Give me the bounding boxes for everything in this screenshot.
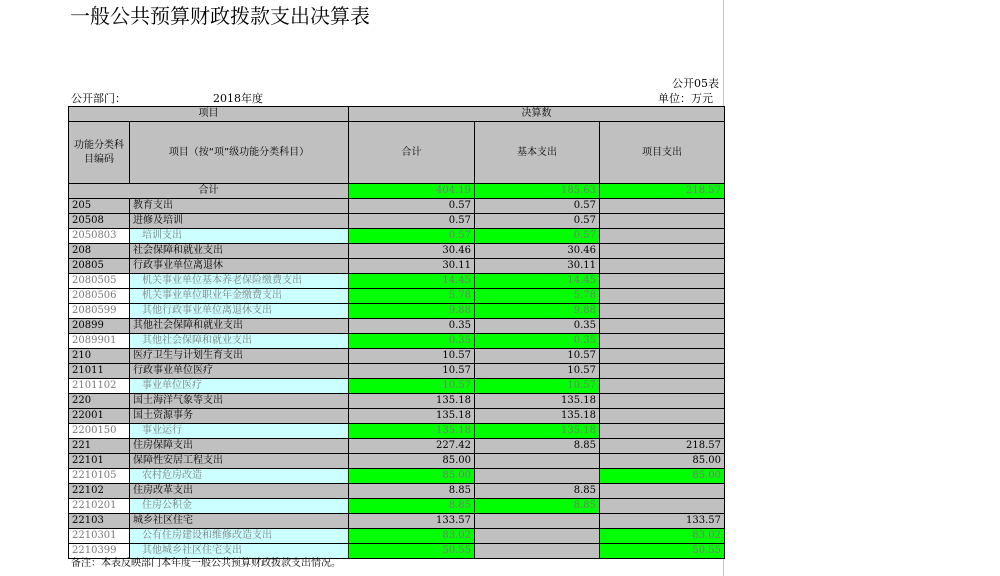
footnote: 备注：本表反映部门本年度一般公共预算财政拨款支出情况。	[71, 558, 341, 569]
row-total: 0.57	[349, 229, 475, 244]
row-total: 30.46	[349, 244, 475, 259]
row-code: 220	[69, 394, 130, 409]
row-name: 国土资源事务	[130, 409, 349, 424]
row-name: 农村危房改造	[130, 469, 349, 484]
row-total: 0.57	[349, 199, 475, 214]
row-basic: 10.57	[475, 364, 600, 379]
row-project	[600, 424, 725, 439]
table-row	[69, 379, 725, 394]
expenditure-table	[68, 106, 725, 559]
row-code: 2210399	[69, 544, 130, 559]
row-code: 2210201	[69, 499, 130, 514]
row-code: 2210301	[69, 529, 130, 544]
header-row-top	[69, 107, 725, 122]
row-basic: 8.85	[475, 484, 600, 499]
row-basic: 0.35	[475, 334, 600, 349]
table-row	[69, 364, 725, 379]
row-project	[600, 319, 725, 334]
table-row	[69, 199, 725, 214]
row-name: 保障性安居工程支出	[130, 454, 349, 469]
row-basic	[475, 469, 600, 484]
form-number: 公开05表	[672, 77, 719, 90]
header-basic: 基本支出	[475, 122, 600, 184]
row-basic: 9.88	[475, 304, 600, 319]
row-name: 住房改革支出	[130, 484, 349, 499]
row-project: 218.57	[600, 439, 725, 454]
row-name: 住房公积金	[130, 499, 349, 514]
row-name: 机关事业单位职业年金缴费支出	[130, 289, 349, 304]
table-row	[69, 319, 725, 334]
row-project	[600, 199, 725, 214]
row-project: 50.55	[600, 544, 725, 559]
row-basic: 0.57	[475, 214, 600, 229]
row-project	[600, 214, 725, 229]
row-total: 8.85	[349, 484, 475, 499]
row-code: 2050803	[69, 229, 130, 244]
header-total: 合计	[349, 122, 475, 184]
row-basic: 5.78	[475, 289, 600, 304]
row-project	[600, 274, 725, 289]
row-code: 2101102	[69, 379, 130, 394]
table-row	[69, 454, 725, 469]
row-code: 2200150	[69, 424, 130, 439]
row-name: 国土海洋气象等支出	[130, 394, 349, 409]
row-total: 0.35	[349, 334, 475, 349]
row-total: 8.85	[349, 499, 475, 514]
row-basic	[475, 544, 600, 559]
header-name: 项目（按“项”级功能分类科目）	[130, 122, 349, 184]
row-project	[600, 484, 725, 499]
row-code: 208	[69, 244, 130, 259]
row-project: 83.02	[600, 529, 725, 544]
row-project	[600, 259, 725, 274]
row-total: 10.57	[349, 349, 475, 364]
row-code: 2080599	[69, 304, 130, 319]
row-name: 社会保障和就业支出	[130, 244, 349, 259]
row-code: 2210105	[69, 469, 130, 484]
row-project: 133.57	[600, 514, 725, 529]
row-basic	[475, 514, 600, 529]
table-row	[69, 424, 725, 439]
row-basic: 30.46	[475, 244, 600, 259]
total-sum: 404.19	[349, 184, 475, 199]
table-row	[69, 304, 725, 319]
header-code: 功能分类科目编码	[69, 122, 130, 184]
row-code: 20805	[69, 259, 130, 274]
header-row-columns	[69, 122, 725, 184]
row-total: 135.18	[349, 409, 475, 424]
row-total: 133.57	[349, 514, 475, 529]
row-name: 住房保障支出	[130, 439, 349, 454]
table-row	[69, 499, 725, 514]
row-total: 135.18	[349, 424, 475, 439]
row-basic	[475, 454, 600, 469]
row-project	[600, 409, 725, 424]
report-title: 一般公共预算财政拨款支出决算表	[70, 4, 370, 28]
row-basic: 30.11	[475, 259, 600, 274]
table-row	[69, 394, 725, 409]
row-project	[600, 334, 725, 349]
row-name: 城乡社区住宅	[130, 514, 349, 529]
header-project: 项目支出	[600, 122, 725, 184]
row-project	[600, 379, 725, 394]
row-project: 85.00	[600, 469, 725, 484]
row-total: 135.18	[349, 394, 475, 409]
table-row	[69, 514, 725, 529]
unit-label: 单位：万元	[658, 92, 713, 105]
row-basic: 135.18	[475, 424, 600, 439]
row-code: 21011	[69, 364, 130, 379]
row-code: 2089901	[69, 334, 130, 349]
row-name: 其他行政事业单位离退休支出	[130, 304, 349, 319]
row-project	[600, 394, 725, 409]
row-total: 83.02	[349, 529, 475, 544]
row-total: 85.00	[349, 454, 475, 469]
row-name: 机关事业单位基本养老保险缴费支出	[130, 274, 349, 289]
row-code: 221	[69, 439, 130, 454]
table-row	[69, 274, 725, 289]
row-basic	[475, 529, 600, 544]
row-basic: 135.18	[475, 394, 600, 409]
total-basic: 185.63	[475, 184, 600, 199]
header-item: 项目	[69, 107, 349, 122]
table-row	[69, 409, 725, 424]
row-basic: 10.57	[475, 349, 600, 364]
total-project: 218.57	[600, 184, 725, 199]
total-label: 合计	[69, 184, 349, 199]
row-total: 0.57	[349, 214, 475, 229]
table-row	[69, 214, 725, 229]
row-code: 22101	[69, 454, 130, 469]
row-code: 2080506	[69, 289, 130, 304]
row-name: 公有住房建设和维修改造支出	[130, 529, 349, 544]
row-name: 其他城乡社区住宅支出	[130, 544, 349, 559]
row-total: 85.00	[349, 469, 475, 484]
row-total: 5.78	[349, 289, 475, 304]
row-code: 22103	[69, 514, 130, 529]
row-code: 205	[69, 199, 130, 214]
row-code: 20899	[69, 319, 130, 334]
row-basic: 0.57	[475, 199, 600, 214]
row-name: 行政事业单位医疗	[130, 364, 349, 379]
row-basic: 135.18	[475, 409, 600, 424]
row-name: 行政事业单位离退休	[130, 259, 349, 274]
row-total: 10.57	[349, 364, 475, 379]
row-total: 30.11	[349, 259, 475, 274]
table-row	[69, 469, 725, 484]
row-code: 20508	[69, 214, 130, 229]
row-basic: 0.57	[475, 229, 600, 244]
row-name: 进修及培训	[130, 214, 349, 229]
row-code: 22001	[69, 409, 130, 424]
row-name: 事业单位医疗	[130, 379, 349, 394]
table-row	[69, 259, 725, 274]
row-code: 22102	[69, 484, 130, 499]
row-total: 0.35	[349, 319, 475, 334]
row-basic: 14.45	[475, 274, 600, 289]
table-row	[69, 229, 725, 244]
table-row	[69, 334, 725, 349]
row-name: 其他社会保障和就业支出	[130, 319, 349, 334]
row-project	[600, 289, 725, 304]
row-project	[600, 244, 725, 259]
row-name: 事业运行	[130, 424, 349, 439]
table-row	[69, 289, 725, 304]
row-total: 10.57	[349, 379, 475, 394]
row-project	[600, 499, 725, 514]
row-name: 医疗卫生与计划生育支出	[130, 349, 349, 364]
table-row	[69, 439, 725, 454]
row-total: 50.55	[349, 544, 475, 559]
total-row	[69, 184, 725, 199]
row-project	[600, 349, 725, 364]
row-total: 227.42	[349, 439, 475, 454]
row-project: 85.00	[600, 454, 725, 469]
row-total: 9.88	[349, 304, 475, 319]
row-code: 2080505	[69, 274, 130, 289]
department-label: 公开部门：	[71, 92, 126, 105]
row-project	[600, 229, 725, 244]
row-name: 其他社会保障和就业支出	[130, 334, 349, 349]
row-basic: 10.57	[475, 379, 600, 394]
row-total: 14.45	[349, 274, 475, 289]
row-basic: 8.85	[475, 439, 600, 454]
row-name: 教育支出	[130, 199, 349, 214]
table-row	[69, 349, 725, 364]
row-project	[600, 304, 725, 319]
row-basic: 8.85	[475, 499, 600, 514]
table-row	[69, 484, 725, 499]
row-project	[600, 364, 725, 379]
row-basic: 0.35	[475, 319, 600, 334]
row-code: 210	[69, 349, 130, 364]
table-row	[69, 244, 725, 259]
table-row	[69, 529, 725, 544]
header-final: 决算数	[349, 107, 725, 122]
row-name: 培训支出	[130, 229, 349, 244]
report-year: 2018年度	[213, 92, 263, 105]
